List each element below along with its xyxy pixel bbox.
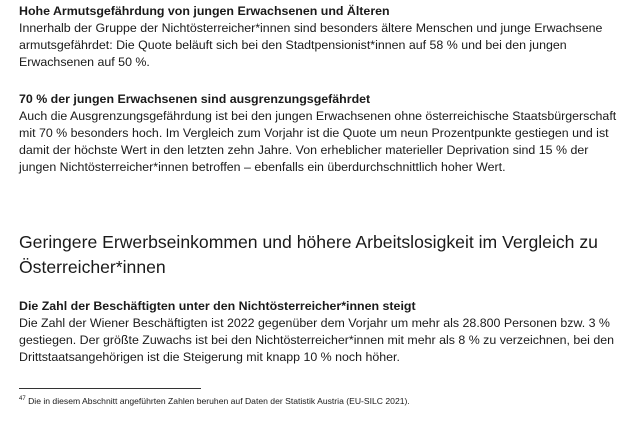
employment-paragraph: Die Zahl der Wiener Beschäftigten ist 2022 gegenüber dem Vorjahr um mehr als 28.800 Personen bzw. 3 % gestiegen. Der größte Zuwachs ist bei den Nichtösterreicher*innen mit mehr als 8 % zu verzeichnen, bei den Drittstaatsangehörigen ist die Steigerung mit knapp 10 % noch höher. <box>19 316 615 364</box>
footnote-text: Die in diesem Abschnitt angeführten Zahlen beruhen auf Daten der Statistik Austria (EU-SILC 2021). <box>28 396 410 406</box>
employment-heading: Die Zahl der Beschäftigten unter den Nichtösterreicher*innen steigt <box>19 299 416 313</box>
section-title: Geringere Erwerbseinkommen und höhere Arbeitslosigkeit im Vergleich zu Österreicher*innen <box>19 232 598 277</box>
section-employment <box>19 298 619 366</box>
poverty-risk-heading: Hohe Armutsgefährdung von jungen Erwachsenen und Älteren <box>19 4 390 18</box>
poverty-risk-paragraph: Innerhalb der Gruppe der Nichtösterreicher*innen sind besonders ältere Menschen und junge Erwachsene armutsgefährdet: Die Quote beläuft sich bei den Stadtpensionist*innen auf 58 % und bei den jungen Erwachsenen auf 50 %. <box>19 21 603 69</box>
footnote <box>19 395 619 407</box>
footnote-divider <box>19 388 201 389</box>
section-poverty-risk <box>19 3 619 71</box>
exclusion-risk-paragraph: Auch die Ausgrenzungsgefährdung ist bei den jungen Erwachsenen ohne österreichische Staatsbürgerschaft mit 70 % besonders hoch. Im Vergleich zum Vorjahr ist die Quote um neun Prozentpunkte gestiegen und ist damit der höchste Wert in den letzten zehn Jahre. Von erheblicher materieller Deprivation sind 15 % der jungen Nichtösterreicher*innen betroffen – ebenfalls ein überdurchschnittlich hoher Wert. <box>19 109 617 174</box>
exclusion-risk-heading: 70 % der jungen Erwachsenen sind ausgrenzungsgefährdet <box>19 92 371 106</box>
footnote-number: 47 <box>19 396 26 402</box>
section-exclusion-risk <box>19 91 619 176</box>
